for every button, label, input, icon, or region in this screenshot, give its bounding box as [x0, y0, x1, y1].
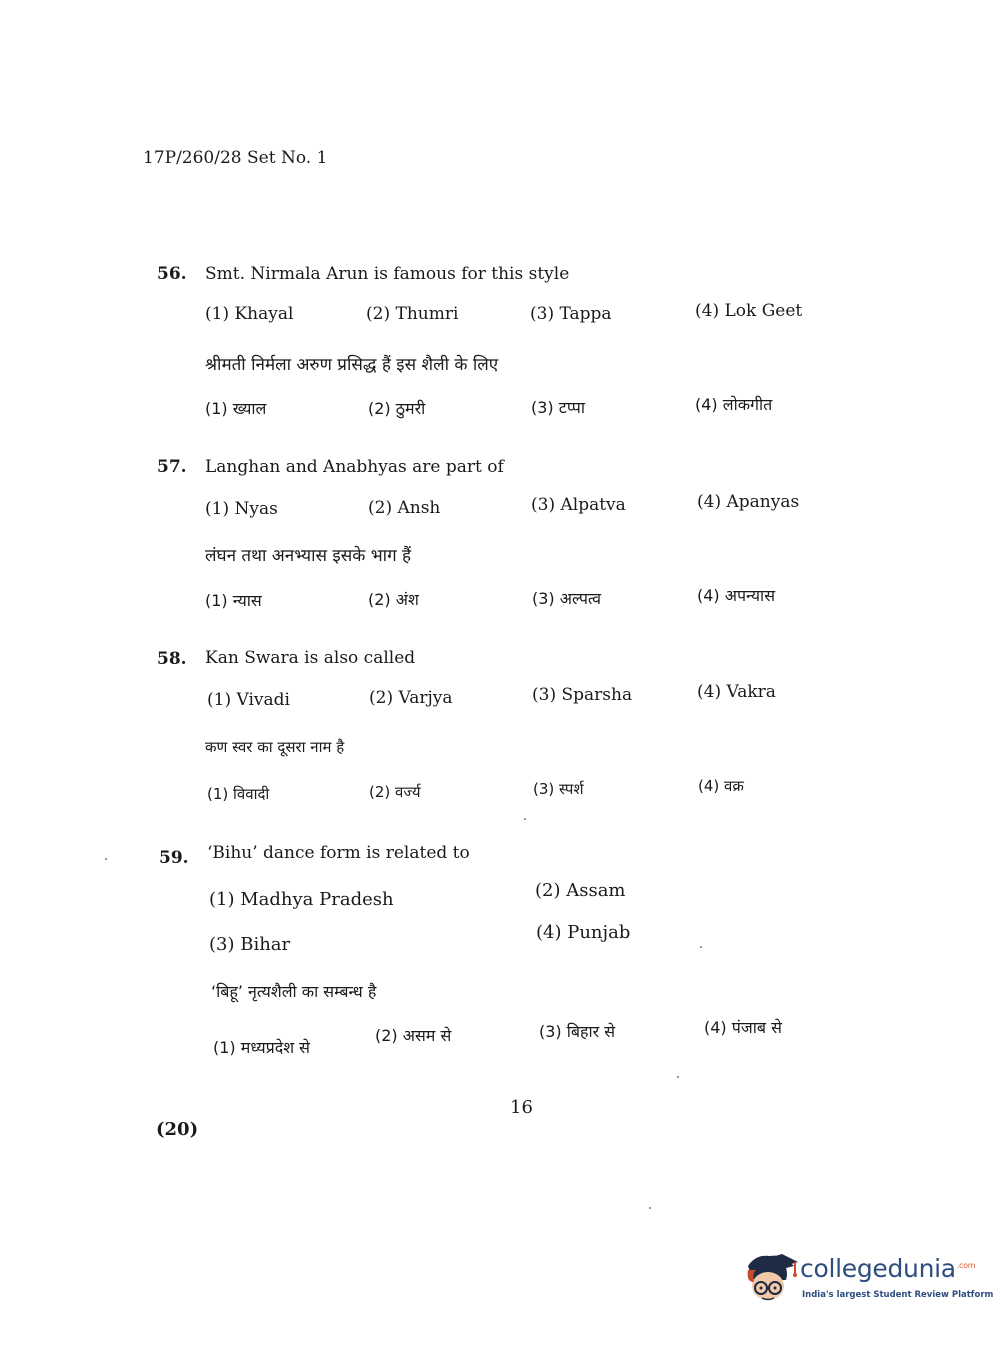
option-english: (2) Ansh: [368, 498, 441, 518]
page-number: 16: [510, 1097, 533, 1118]
scan-speck: [649, 1207, 651, 1209]
question-number: 58.: [157, 649, 187, 669]
question-text-hindi: लंघन तथा अनभ्यास इसके भाग हैं: [205, 546, 412, 566]
question-text-hindi: ‘बिहू’ नृत्यशैली का सम्बन्ध है: [211, 982, 377, 1001]
option-english: (3) Tappa: [530, 304, 612, 324]
option-english: (4) Apanyas: [697, 492, 800, 512]
option-english: (3) Sparsha: [532, 685, 633, 705]
option-english: (1) Madhya Pradesh: [209, 889, 394, 910]
scan-speck: [524, 818, 526, 820]
option-english: (1) Vivadi: [207, 690, 290, 710]
option-hindi: (1) ख्याल: [205, 399, 267, 418]
option-hindi: (1) विवादी: [207, 785, 270, 803]
option-hindi: (2) असम से: [375, 1026, 452, 1045]
option-hindi: (3) टप्पा: [531, 398, 585, 417]
option-english: (1) Khayal: [205, 304, 294, 324]
option-hindi: (2) अंश: [368, 590, 419, 609]
watermark-brand: [800, 1254, 975, 1283]
option-hindi: (1) मध्यप्रदेश से: [213, 1038, 310, 1057]
scan-speck: [677, 1076, 679, 1078]
question-number: 57.: [157, 457, 187, 477]
option-hindi: (4) लोकगीत: [695, 395, 773, 414]
question-text-english: Smt. Nirmala Arun is famous for this style: [205, 264, 570, 284]
option-english: (2) Varjya: [369, 688, 453, 708]
option-english: (3) Bihar: [209, 934, 291, 955]
question-text-hindi: कण स्वर का दूसरा नाम है: [205, 738, 345, 756]
option-english: (4) Lok Geet: [695, 301, 803, 321]
option-english: (2) Assam: [535, 880, 626, 901]
question-number: 59.: [159, 848, 189, 868]
option-hindi: (4) पंजाब से: [704, 1018, 782, 1037]
paper-code: 17P/260/28 Set No. 1: [143, 148, 328, 168]
option-english: (4) Punjab: [536, 922, 631, 943]
scan-speck: [105, 858, 107, 860]
option-hindi: (3) अल्पत्व: [532, 589, 602, 608]
option-hindi: (2) ठुमरी: [368, 399, 426, 418]
question-number: 56.: [157, 264, 187, 284]
page-marker: (20): [156, 1119, 199, 1140]
option-hindi: (4) अपन्यास: [697, 586, 776, 605]
collegedunia-watermark: [742, 1250, 994, 1310]
option-hindi: (4) वक्र: [698, 777, 744, 795]
question-text-hindi: श्रीमती निर्मला अरुण प्रसिद्ध हैं इस शैली के लिए: [205, 355, 499, 375]
option-english: (1) Nyas: [205, 499, 278, 519]
scan-speck: [700, 946, 702, 948]
option-english: (3) Alpatva: [531, 495, 626, 515]
student-mascot-icon: [742, 1252, 800, 1308]
watermark-brand-text: collegedunia: [800, 1254, 956, 1283]
watermark-brand-suffix: .com: [956, 1260, 976, 1270]
question-text-english: ‘Bihu’ dance form is related to: [207, 843, 470, 863]
option-hindi: (2) वर्ज्य: [369, 783, 421, 801]
watermark-tagline: India's largest Student Review Platform: [802, 1290, 994, 1300]
question-text-english: Langhan and Anabhyas are part of: [205, 457, 504, 477]
option-english: (4) Vakra: [697, 682, 776, 702]
question-text-english: Kan Swara is also called: [205, 648, 416, 668]
option-hindi: (3) बिहार से: [539, 1022, 616, 1041]
option-english: (2) Thumri: [366, 304, 459, 324]
option-hindi: (3) स्पर्श: [533, 780, 584, 798]
option-hindi: (1) न्यास: [205, 591, 262, 610]
